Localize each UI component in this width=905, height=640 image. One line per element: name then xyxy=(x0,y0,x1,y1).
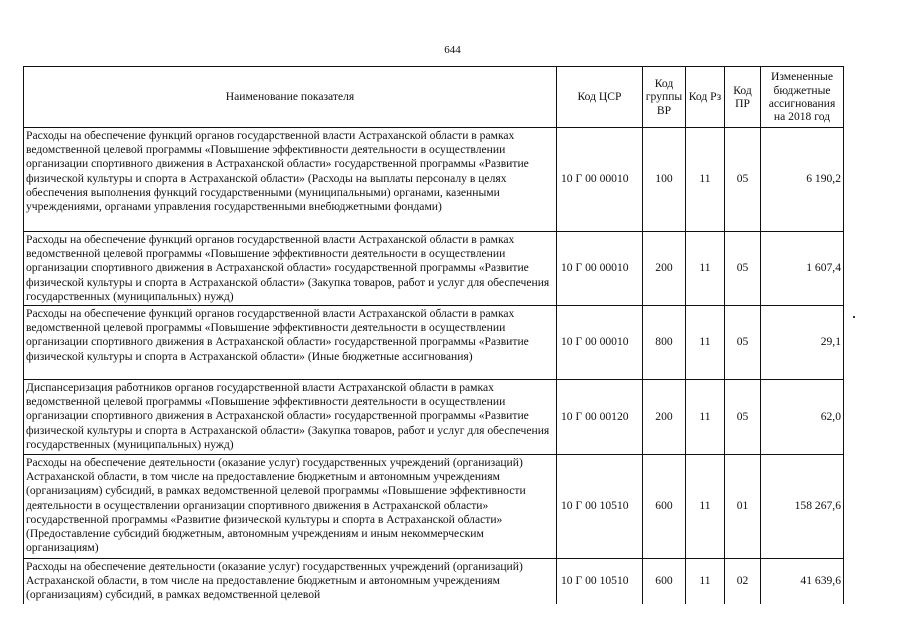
row-pr: 05 xyxy=(725,128,761,232)
row-name: Диспансеризация работников органов государственной власти Астраханской области в рамках ведомственной целевой программы «Повышение эффективности деятельности в осуществлении организации спортивного движения в Астраханской области» государственной программы «Развитие физической культуры и спорта в Астраханской области» (Закупка товаров, работ и услуг для обеспечения государственных (муниципальных) нужд) xyxy=(24,380,557,455)
table-row xyxy=(24,232,844,306)
header-vr: Код группы ВР xyxy=(643,67,686,128)
row-amount: 1 607,4 xyxy=(761,232,844,306)
scan-speck xyxy=(853,316,855,318)
header-amount: Измененные бюджетные ассигнования на 2018 год xyxy=(761,67,844,128)
row-pr: 02 xyxy=(725,559,761,604)
row-amount: 6 190,2 xyxy=(761,128,844,232)
row-csr: 10 Г 00 00010 xyxy=(557,128,643,232)
page-number: 644 xyxy=(444,44,461,56)
row-vr: 200 xyxy=(643,380,686,455)
row-rz: 11 xyxy=(686,232,725,306)
row-amount: 29,1 xyxy=(761,306,844,380)
row-csr: 10 Г 00 00010 xyxy=(557,306,643,380)
row-pr: 01 xyxy=(725,455,761,559)
table-row xyxy=(24,128,844,232)
row-amount: 41 639,6 xyxy=(761,559,844,604)
row-amount: 62,0 xyxy=(761,380,844,455)
header-rz: Код Рз xyxy=(686,67,725,128)
row-name: Расходы на обеспечение функций органов государственной власти Астраханской области в рамках ведомственной целевой программы «Повышение эффективности деятельности в осуществлении организации спортивного движения в Астраханской области» государственной программы «Развитие физической культуры и спорта в Астраханской области» (Закупка товаров, работ и услуг для обеспечения государственных (муниципальных) нужд) xyxy=(24,232,557,306)
row-rz: 11 xyxy=(686,455,725,559)
budget-table xyxy=(23,66,844,604)
row-name: Расходы на обеспечение функций органов государственной власти Астраханской области в рамках ведомственной целевой программы «Повышение эффективности деятельности в осуществлении организации спортивного движения в Астраханской области» государственной программы «Развитие физической культуры и спорта в Астраханской области» (Иные бюджетные ассигнования) xyxy=(24,306,557,380)
row-vr: 600 xyxy=(643,455,686,559)
header-csr: Код ЦСР xyxy=(557,67,643,128)
row-rz: 11 xyxy=(686,380,725,455)
row-vr: 600 xyxy=(643,559,686,604)
row-name: Расходы на обеспечение деятельности (оказание услуг) государственных учреждений (организаций) Астраханской области, в том числе на предоставление бюджетным и автономным учреждениям (организациям) субсидий, в рамках ведомственной целевой xyxy=(24,559,557,604)
table-row xyxy=(24,380,844,455)
row-rz: 11 xyxy=(686,306,725,380)
row-pr: 05 xyxy=(725,380,761,455)
row-csr: 10 Г 00 00120 xyxy=(557,380,643,455)
row-csr: 10 Г 00 10510 xyxy=(557,455,643,559)
row-name: Расходы на обеспечение функций органов государственной власти Астраханской области в рамках ведомственной целевой программы «Повышение эффективности деятельности в осуществлении организации спортивного движения в Астраханской области» государственной программы «Развитие физической культуры и спорта в Астраханской области» (Расходы на выплаты персоналу в целях обеспечения выполнения функций государственными (муниципальными) органами, казенными учреждениями, органами управления государственными внебюджетными фондами) xyxy=(24,128,557,232)
row-rz: 11 xyxy=(686,559,725,604)
row-vr: 200 xyxy=(643,232,686,306)
row-vr: 100 xyxy=(643,128,686,232)
table-row xyxy=(24,559,844,604)
table-row xyxy=(24,455,844,559)
table-header-row xyxy=(24,67,844,128)
row-amount: 158 267,6 xyxy=(761,455,844,559)
row-rz: 11 xyxy=(686,128,725,232)
row-pr: 05 xyxy=(725,232,761,306)
row-name: Расходы на обеспечение деятельности (оказание услуг) государственных учреждений (организаций) Астраханской области, в том числе на предоставление бюджетным и автономным учреждениям (организациям) субсидий, в рамках ведомственной целевой программы «Повышение эффективности деятельности в осуществлении организации спортивного движения в Астраханской области» государственной программы «Развитие физической культуры и спорта в Астраханской области» (Предоставление субсидий бюджетным, автономным учреждениям и иным некоммерческим организациям) xyxy=(24,455,557,559)
row-csr: 10 Г 00 00010 xyxy=(557,232,643,306)
row-vr: 800 xyxy=(643,306,686,380)
table-row xyxy=(24,306,844,380)
header-pr: Код ПР xyxy=(725,67,761,128)
header-name: Наименование показателя xyxy=(24,67,557,128)
row-pr: 05 xyxy=(725,306,761,380)
row-csr: 10 Г 00 10510 xyxy=(557,559,643,604)
